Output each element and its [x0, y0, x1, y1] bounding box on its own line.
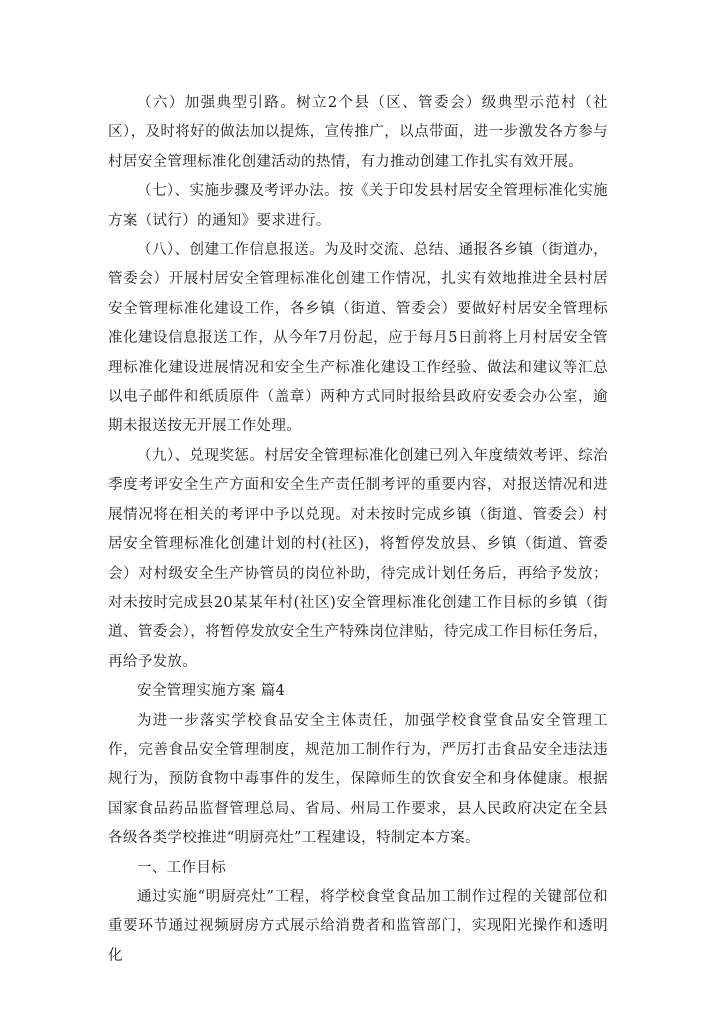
paragraph-eight-information-reporting: （八）、创建工作信息报送。为及时交流、总结、通报各乡镇（街道办，管委会）开展村居安全管理标准化创建工作情况，扎实有效地推进全县村居安全管理标准化建设工作，各乡镇（街道、管委会）要做好村居安全管理标准化建设信息报送工作，从今年7月份起，应于每月5日前将上月村居安全管理标准化建设进展情况和安全生产标准化建设工作经验、做法和建议等汇总以电子邮件和纸质原件（盖章）两种方式同时报给县政府安委会办公室，逾期未报送按无开展工作处理。 — [108, 242, 608, 435]
section-heading-plan-4: 安全管理实施方案 篇4 — [137, 683, 286, 700]
paragraph-work-goals: 通过实施“明厨亮灶”工程，将学校食堂食品加工制作过程的关键部位和重要环节通过视频厨房方式展示给消费者和监管部门，实现阳光操作和透明化 — [108, 888, 608, 964]
section-heading-work-goals: 一、工作目标 — [137, 859, 227, 876]
paragraph-six-typical-guidance: （六）加强典型引路。树立2个县（区、管委会）级典型示范村（社区），及时将好的做法加以提炼，宣传推广，以点带面，进一步激发各方参与村居安全管理标准化创建活动的热情，有力推动创建工作扎实有效开展。 — [108, 95, 608, 170]
paragraph-nine-rewards-penalties: （九）、兑现奖惩。村居安全管理标准化创建已列入年度绩效考评、综治季度考评安全生产方面和安全生产责任制考评的重要内容，对报送情况和进展情况将在相关的考评中予以兑现。对未按时完成乡镇（街道、管委会）村居安全管理标准化创建计划的村(社区)，将暂停发放县、乡镇（街道、管委会）对村级安全生产协管员的岗位补助，待完成计划任务后，再给予发放；对未按时完成县20某某年村(社区)安全管理标准化创建工作目标的乡镇（街道、管委会），将暂停发放安全生产特殊岗位津贴，待完成工作目标任务后，再给予发放。 — [108, 447, 608, 670]
document-body — [108, 89, 608, 971]
paragraph-plan-4-intro: 为进一步落实学校食品安全主体责任，加强学校食堂食品安全管理工作，完善食品安全管理制度，规范加工制作行为，严厉打击食品安全违法违规行为，预防食物中毒事件的发生，保障师生的饮食安全和身体健康。根据国家食品药品监督管理总局、省局、州局工作要求，县人民政府决定在全县各级各类学校推进“明厨亮灶”工程建设，特制定本方案。 — [108, 712, 608, 847]
paragraph-seven-implementation-steps: （七）、实施步骤及考评办法。按《关于印发县村居安全管理标准化实施方案（试行）的通知》要求进行。 — [108, 183, 608, 229]
